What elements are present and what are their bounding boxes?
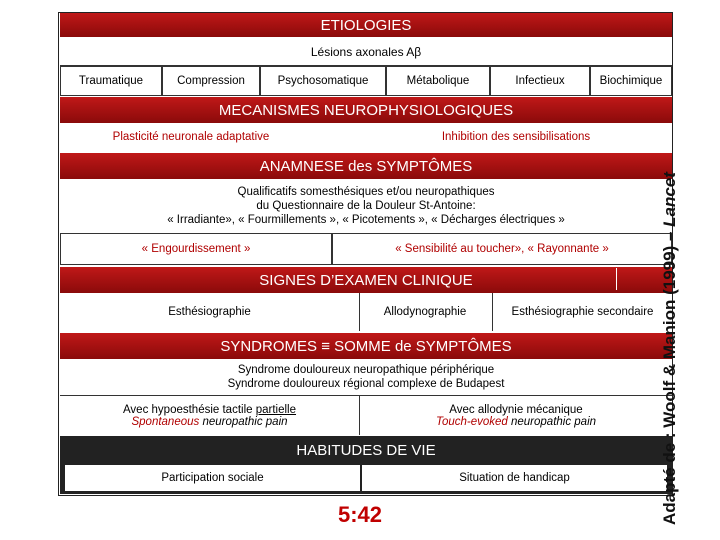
syndromes-title: SYNDROMES ≡ SOMME de SYMPTÔMES (220, 337, 512, 355)
mecanismes-left: Plasticité neuronale adaptative (60, 123, 322, 151)
habitudes-title: HABITUDES DE VIE (296, 441, 436, 459)
syndromes-left: Avec hypoesthésie tactile partielle Spontaneous neuropathic pain (60, 395, 360, 435)
anamnese-body (60, 179, 672, 267)
anamnese-left: « Engourdissement » (60, 233, 332, 265)
examen-header (60, 267, 672, 293)
etiology-biochimique: Biochimique (590, 66, 672, 96)
mecanismes-title: MECANISMES NEUROPHYSIOLOGIQUES (218, 101, 514, 119)
anamnese-line2: du Questionnaire de la Douleur St-Antoine: (256, 200, 476, 212)
source-caption: Adapté de : Woolf & Manion (1999) – Lancet (660, 172, 679, 525)
anamnese-line1: Qualificatifs somesthésiques et/ou neuropathiques (237, 186, 495, 198)
examen-body (60, 293, 672, 333)
syndromes-right: Avec allodynie mécanique Touch-evoked neuropathic pain (360, 395, 672, 435)
habitudes-left: Participation sociale (65, 465, 360, 491)
etiologies-subtitle: Lésions axonales Aβ (310, 45, 422, 59)
examen-middle: Allodynographie (360, 293, 490, 331)
examen-title: SIGNES D’EXAMEN CLINIQUE (259, 271, 473, 289)
mecanismes-header (60, 97, 672, 123)
examen-right: Esthésiographie secondaire (492, 293, 672, 331)
examen-marker (616, 268, 617, 290)
etiologies-body (60, 37, 672, 97)
anamnese-title: ANAMNESE des SYMPTÔMES (259, 157, 473, 175)
examen-left: Esthésiographie (60, 293, 360, 331)
habitudes-body (60, 464, 672, 494)
etiology-psychosomatique: Psychosomatique (260, 66, 386, 96)
syndromes-line1: Syndrome douloureux neuropathique périphérique (237, 364, 495, 376)
anamnese-questionnaire (60, 185, 672, 227)
anamnese-line3: « Irradiante», « Fourmillements », « Picotements », « Décharges électriques » (167, 214, 565, 226)
syndromes-body (60, 359, 672, 436)
habitudes-right: Situation de handicap (362, 465, 667, 491)
syndromes-line2: Syndrome douloureux régional complexe de Budapest (227, 378, 505, 390)
timer: 5:42 (337, 502, 383, 527)
etiology-traumatique: Traumatique (60, 66, 162, 96)
mecanismes-right: Inhibition des sensibilisations (360, 123, 672, 151)
syndromes-header (60, 333, 672, 359)
etiology-metabolique: Métabolique (386, 66, 490, 96)
syndromes-types (60, 363, 672, 391)
etiology-compression: Compression (162, 66, 260, 96)
mecanismes-body (60, 123, 672, 153)
etiologies-title: ETIOLOGIES (320, 16, 412, 34)
anamnese-header (60, 153, 672, 179)
etiology-infectieux: Infectieux (490, 66, 590, 96)
anamnese-right: « Sensibilité au toucher», « Rayonnante » (332, 233, 672, 265)
habitudes-header (60, 436, 672, 464)
etiologies-header (60, 13, 672, 37)
